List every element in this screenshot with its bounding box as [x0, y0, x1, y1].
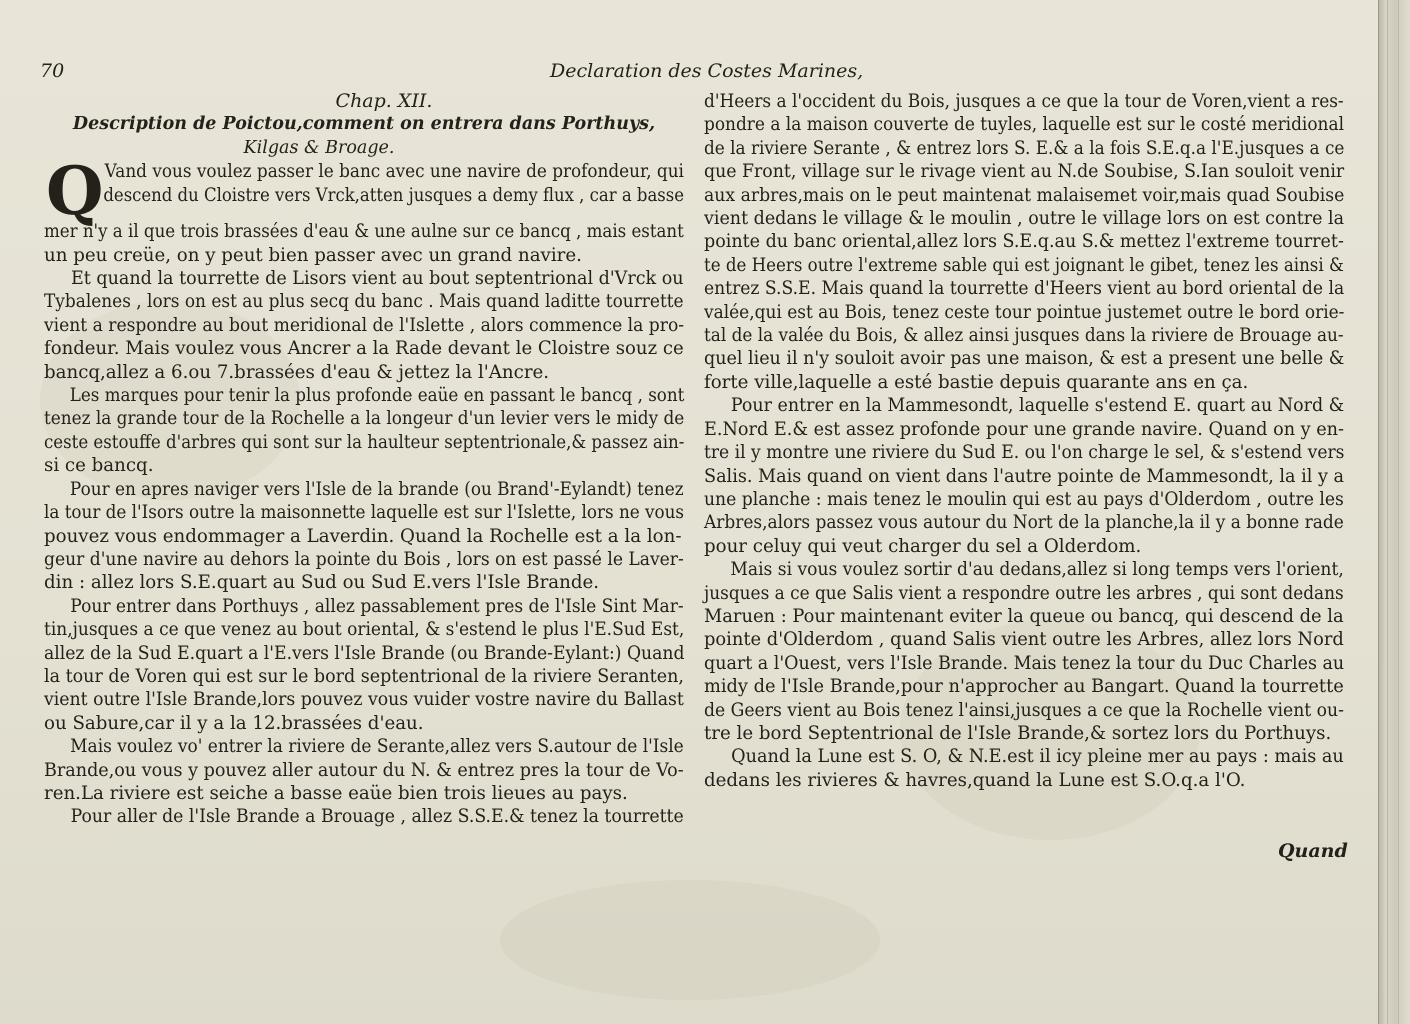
- text-line: te de Heers outre l'extreme sable qui est joignant le gibet, tenez les ainsi &: [704, 254, 1344, 276]
- text-line: tin,jusques a ce que venez au bout oriental, & s'estend le plus l'E.Sud Est,: [44, 619, 685, 641]
- paragraph: [44, 735, 684, 805]
- text-line: midy de l'Isle Brande,pour n'approcher au Bangart. Quand la tourrette: [704, 676, 1344, 698]
- chapter-subtitle: Kilgas & Broage.: [243, 137, 395, 158]
- paragraph: [704, 558, 1344, 745]
- text-line: ren.La riviere est seiche a basse eaüe bien trois lieues au pays.: [44, 782, 628, 804]
- text-line: mer n'y a il que trois brassées d'eau & une aulne sur ce bancq , mais estant: [44, 221, 684, 243]
- chapter-title: Description de Poictou,comment on entrera dans Porthuys,: [72, 114, 656, 135]
- text-line: d'Heers a l'occident du Bois, jusques a ce que la tour de Voren,vient a res-: [704, 91, 1344, 112]
- paragraph: [44, 384, 684, 478]
- text-line: allez de la Sud E.quart a l'E.vers l'Isle Brande (ou Brande-Eylant:) Quand: [44, 642, 685, 664]
- running-title: Declaration des Costes Marines,: [550, 60, 864, 82]
- text-line: ou Sabure,car il y a la 12.brassées d'eau.: [44, 712, 424, 734]
- text-line: tre il y montre une riviere du Sud E. ou l'on charge le sel, & s'estend vers: [704, 442, 1345, 464]
- text-line: Pour entrer dans Porthuys , allez passablement pres de l'Isle Sint Mar-: [70, 595, 684, 617]
- text-line: geur d'une navire au dehors la pointe du Bois , lors on est passé le Laver-: [44, 548, 684, 570]
- text-line: la tour de l'Isors outre la maisonnette laquelle est sur l'Islette, lors ne vous: [44, 502, 684, 524]
- text-line: din : allez lors S.E.quart au Sud ou Sud E.vers l'Isle Brande.: [44, 572, 600, 594]
- text-line: quel lieu il n'y souloit avoir pas une maison, & est a present une belle &: [704, 348, 1345, 370]
- catchword: Quand: [1278, 840, 1348, 862]
- paragraph: [44, 478, 684, 595]
- text-line: Salis. Mais quand on vient dans l'autre pointe de Mammesondt, la il y a: [704, 465, 1345, 487]
- text-line: Mais voulez vo' entrer la riviere de Serante,allez vers S.autour de l'Isle: [70, 736, 684, 758]
- chapter-heading: [44, 90, 684, 160]
- text-line: fondeur. Mais voulez vous Ancrer a la Rade devant le Cloistre souz ce: [44, 338, 684, 360]
- paragraph: [704, 745, 1344, 792]
- text-line: pour celuy qui veut charger du sel a Olderdom.: [704, 535, 1142, 557]
- chapter-number: Chap. XII.: [335, 90, 433, 112]
- text-line: Et quand la tourrette de Lisors vient au bout septentrional d'Vrck ou: [70, 268, 684, 290]
- text-line: de la riviere Serante , & entrez lors S. E.& a la fois S.E.q.a l'E.jusques a ce: [704, 137, 1345, 159]
- text-line: vient a respondre au bout meridional de l'Islette , alors commence la pro-: [44, 314, 685, 336]
- paragraph: [44, 805, 684, 828]
- text-line: valée,qui est au Bois, tenez ceste tour pointue justemet outre le bord orie-: [704, 301, 1345, 323]
- text-line: forte ville,laquelle a esté bastie depuis quarante ans en ça.: [704, 371, 1249, 393]
- text-line: jusques a ce que Salis vient a respondre outre les arbres , qui sont dedans: [704, 582, 1344, 604]
- text-line: que Front, village sur le rivage vient au N.de Soubise, S.Ian souloit venir: [704, 161, 1345, 183]
- right-column: [704, 90, 1344, 792]
- text-line: pointe d'Olderdom , quand Salis vient outre les Arbres, allez lors Nord: [704, 629, 1344, 651]
- page-edge: [1378, 0, 1410, 1024]
- page-number: 70: [40, 60, 65, 82]
- text-line: une planche : mais tenez le moulin qui est au pays d'Olderdom , outre les: [704, 488, 1344, 510]
- text-line: descend du Cloistre vers Vrck,atten jusques a demy flux , car a basse: [103, 184, 684, 206]
- drop-cap: Q: [46, 152, 104, 231]
- paragraph: [44, 595, 684, 735]
- text-line: ceste estouffe d'arbres qui sont sur la haulteur septentrionale,& passez ain-: [44, 431, 685, 453]
- text-line: Brande,ou vous y pouvez aller autour du N. & entrez pres la tour de Vo-: [44, 759, 684, 781]
- text-line: pointe du banc oriental,allez lors S.E.q.au S.& mettez l'extreme tourret-: [704, 231, 1344, 253]
- text-line: la tour de Voren qui est sur le bord septentrional de la riviere Seranten,: [44, 665, 684, 687]
- text-line: pondre a la maison couverte de tuyles, laquelle est sur le costé meridional: [704, 114, 1344, 136]
- text-line: Tybalenes , lors on est au plus secq du banc . Mais quand laditte tourrette: [44, 291, 684, 313]
- text-line: tenez la grande tour de la Rochelle a la longeur d'un levier vers le midy de: [44, 408, 685, 430]
- text-line: un peu creüe, on y peut bien passer avec un grand navire.: [44, 244, 582, 266]
- text-line: Mais si vous voulez sortir d'au dedans,allez si long temps vers l'orient,: [730, 559, 1344, 581]
- text-line: entrez S.S.E. Mais quand la tourrette d'Heers vient au bord oriental de la: [704, 278, 1345, 300]
- paragraph: [704, 90, 1344, 394]
- text-line: Pour aller de l'Isle Brande a Brouage , allez S.S.E.& tenez la tourrette: [70, 806, 684, 828]
- paragraph: [704, 394, 1344, 558]
- text-line: Pour en apres naviger vers l'Isle de la brande (ou Brand'-Eylandt) tenez: [69, 478, 684, 500]
- text-line: quart a l'Ouest, vers l'Isle Brande. Mais tenez la tour du Duc Charles au: [704, 652, 1345, 674]
- text-line: aux arbres,mais on le peut maintenat malaisemet voir,mais quad Soubise: [704, 184, 1345, 206]
- text-line: vient outre l'Isle Brande,lors pouvez vous vuider vostre navire du Ballast: [44, 689, 684, 711]
- text-line: Les marques pour tenir la plus profonde eaüe en passant le bancq , sont: [69, 385, 685, 407]
- first-paragraph: [44, 152, 684, 267]
- text-line: si ce bancq.: [44, 455, 154, 477]
- text-line: pouvez vous endommager a Laverdin. Quand la Rochelle est a la lon-: [44, 525, 682, 547]
- text-line: Quand la Lune est S. O, & N.E.est il icy pleine mer au pays : mais au: [731, 746, 1344, 768]
- left-column: [44, 90, 684, 829]
- text-line: Pour entrer en la Mammesondt, laquelle s'estend E. quart au Nord &: [730, 395, 1345, 417]
- text-line: tre le bord Septentrional de l'Isle Brande,& sortez lors du Porthuys.: [704, 722, 1332, 744]
- text-line: Arbres,alors passez vous autour du Nort de la planche,la il y a bonne rade: [704, 512, 1344, 534]
- text-line: de Geers vient au Bois tenez l'ainsi,jusques a ce que la Rochelle vient ou-: [704, 699, 1344, 721]
- text-line: bancq,allez a 6.ou 7.brassées d'eau & jettez la l'Ancre.: [44, 361, 550, 383]
- text-line: vient dedans le village & le moulin , outre le village lors on est contre la: [704, 208, 1345, 230]
- text-line: Vand vous voulez passer le banc avec une navire de profondeur, qui: [104, 161, 684, 183]
- paragraph: [44, 267, 684, 384]
- text-line: dedans les rivieres & havres,quand la Lune est S.O.q.a l'O.: [704, 769, 1246, 791]
- text-line: E.Nord E.& est assez profonde pour une grande navire. Quand on y en-: [704, 418, 1344, 440]
- text-line: tal de la valée du Bois, & allez ainsi jusques dans la riviere de Brouage au-: [704, 325, 1344, 347]
- text-line: Maruen : Pour maintenant eviter la queue ou bancq, qui descend de la: [704, 605, 1344, 627]
